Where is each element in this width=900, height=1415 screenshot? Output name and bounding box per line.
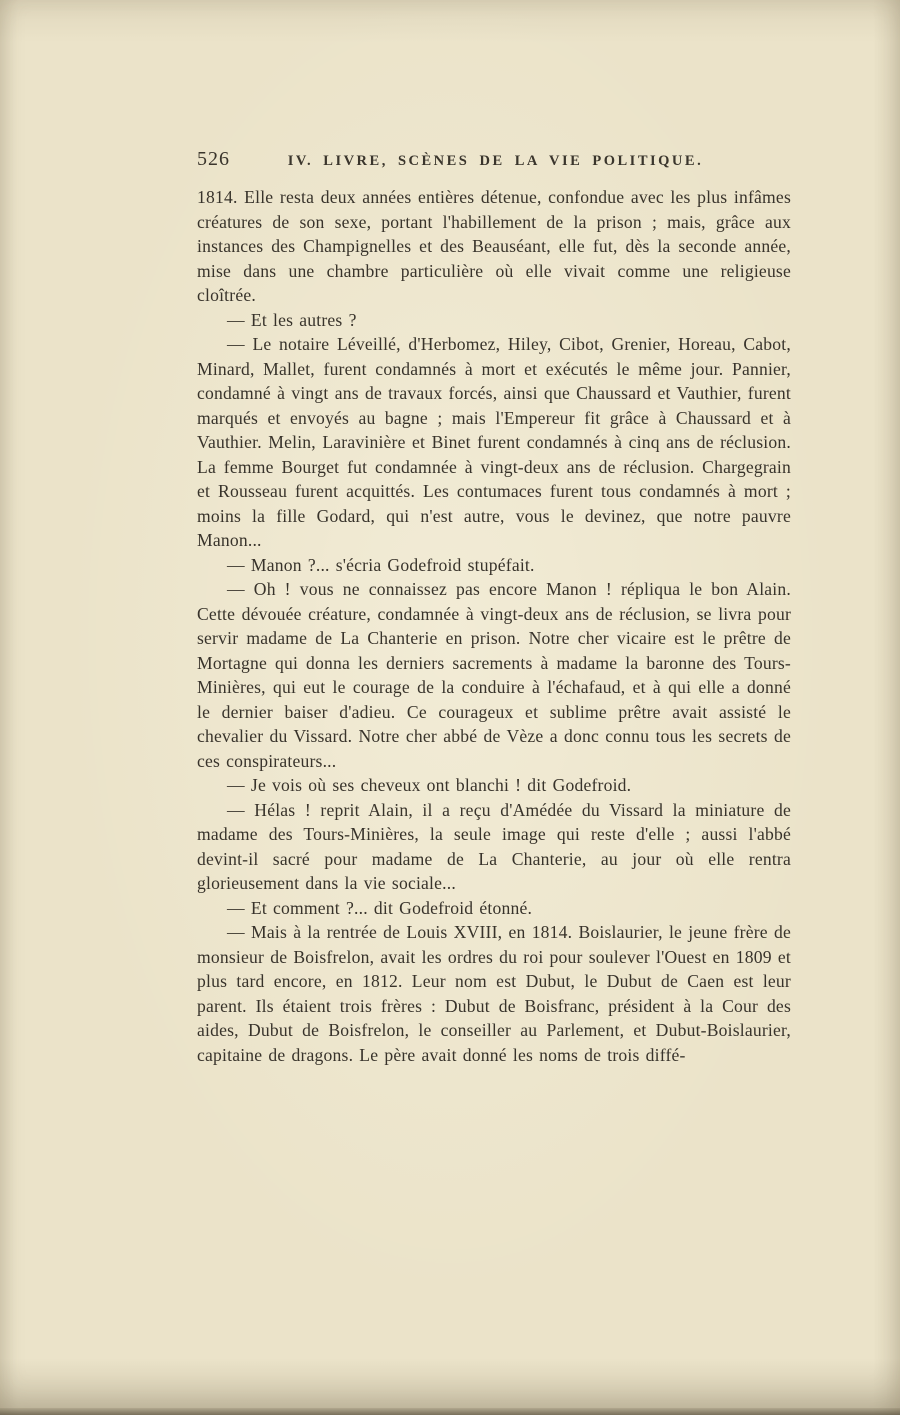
paragraph: — Et comment ?... dit Godefroid étonné. (227, 897, 533, 918)
paragraph: — Le notaire Léveillé, d'Herbomez, Hiley, Cibot, Grenier, Horeau, Cabot, Minard, Mallet, furent condamnés à mort et exécutés le même jour. Pannier, condamné à vingt ans de travaux forcés, ainsi que Chaussard et Vauthier, furent marqués et envoyés au bagne ; mais l'Empereur fit grâce à Chaussard et à Vauthier. Melin, Laravinière et Binet furent condamnés à cinq ans de réclusion. La femme Bourget fut condamnée à vingt-deux ans de réclusion. Chargegrain et Rousseau furent acquittés. Les contumaces furent tous condamnés à mort ; moins la fille Godard, qui n'est autre, vous le devinez, que notre pauvre Manon... (197, 334, 791, 550)
page-number: 526 (197, 148, 230, 170)
paragraph: 1814. Elle resta deux années entières détenue, confondue avec les plus infâmes créatures de son sexe, portant l'habillement de la prison ; mais, grâce aux instances des Champignelles et des Beauséant, elle fut, dès la seconde année, mise dans une chambre particulière où elle vivait comme une religieuse cloîtrée. (197, 187, 791, 305)
paragraph: — Oh ! vous ne connaissez pas encore Manon ! répliqua le bon Alain. Cette dévouée créature, condamnée à vingt-deux ans de réclusion, se livra pour servir madame de La Chanterie en prison. Notre cher vicaire est le prêtre de Mortagne qui donna les derniers sacrements à madame la baronne des Tours-Minières, qui eut le courage de la conduire à l'échafaud, et à qui elle a donné le dernier baiser d'adieu. Ce courageux et sublime prêtre avait assisté le chevalier du Vissard. Notre cher abbé de Vèze a donc connu tous les secrets de ces conspirateurs... (197, 579, 791, 771)
paragraph: — Mais à la rentrée de Louis XVIII, en 1814. Boislaurier, le jeune frère de monsieur de Boisfrelon, avait les ordres du roi pour soulever l'Ouest en 1809 et plus tard encore, en 1812. Leur nom est Dubut, le Dubut de Caen est leur parent. Ils étaient trois frères : Dubut de Boisfranc, président à la Cour des aides, Dubut de Boisfrelon, le conseiller au Parlement, et Dubut-Boislaurier, capitaine de dragons. Le père avait donné les noms de trois diffé- (197, 922, 791, 1065)
paragraph: — Manon ?... s'écria Godefroid stupéfait. (227, 554, 535, 575)
running-title: IV. LIVRE, SCÈNES DE LA VIE POLITIQUE. (287, 153, 704, 169)
body-text (197, 185, 791, 1067)
page-header (197, 148, 791, 171)
paragraph: — Et les autres ? (227, 309, 357, 330)
paragraph: — Hélas ! reprit Alain, il a reçu d'Amédée du Vissard la miniature de madame des Tours-Minières, la seule image qui reste d'elle ; aussi l'abbé devint-il sacré pour madame de La Chanterie, au jour où elle rentra glorieusement dans la vie sociale... (197, 799, 791, 893)
paragraph: — Je vois où ses cheveux ont blanchi ! dit Godefroid. (227, 775, 632, 795)
page-text-block (197, 148, 791, 1067)
